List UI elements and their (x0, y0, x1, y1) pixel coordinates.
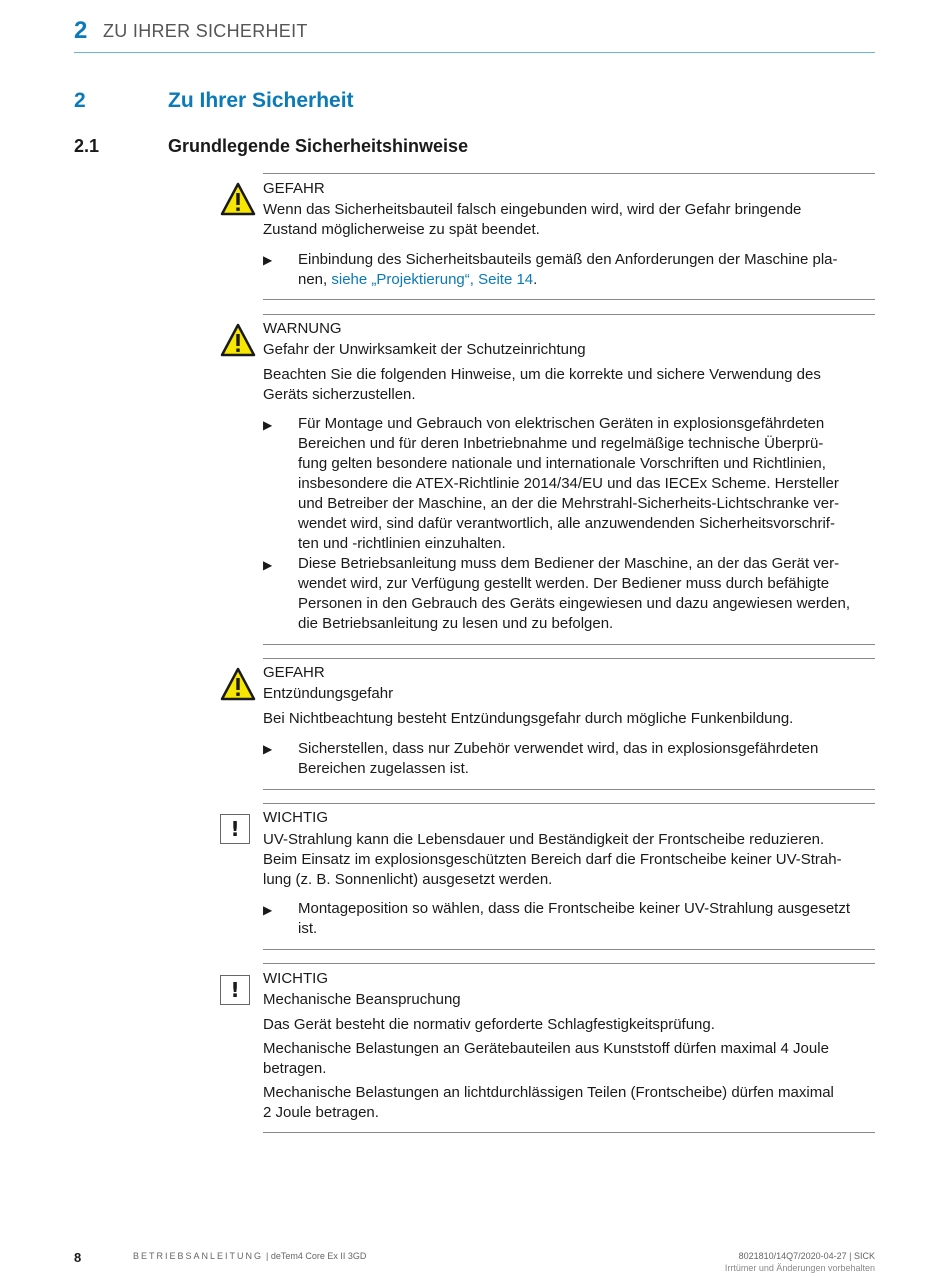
notice-subtitle: Entzündungsgefahr (263, 685, 394, 702)
warning-triangle-icon (220, 667, 256, 701)
notice-text: Zustand möglicherweise zu spät beendet. (263, 221, 540, 238)
bullet-text: nen, (298, 271, 332, 288)
notice-text: Bei Nichtbeachtung besteht Entzündungsgefahr durch mögliche Funkenbildung. (263, 710, 794, 727)
bullet-text: . (533, 271, 538, 288)
bullet-text-line (298, 270, 875, 290)
bullet-text: Sicherstellen, dass nur Zubehör verwendet wird, das in explosionsgefährdeten (298, 740, 819, 757)
bullet-text: wendet wird, zur Verfügung gestellt werden. Der Bediener muss durch befähigte (298, 575, 830, 592)
notice-bottom-rule (263, 644, 875, 645)
notice-label: GEFAHR (263, 180, 325, 197)
important-exclamation-icon: ! (220, 975, 250, 1005)
bullet-text: wendet wird, sind dafür verantwortlich, alle anzuwendenden Sicherheitsvorschrif- (298, 515, 835, 532)
notice-bottom-rule (263, 299, 875, 300)
notice-label: WICHTIG (263, 970, 328, 987)
notice-top-rule (263, 173, 875, 174)
notice-bottom-rule (263, 789, 875, 790)
warning-triangle-icon (220, 182, 256, 216)
chapter-number: 2 (74, 89, 86, 112)
bullet-text: Einbindung des Sicherheitsbauteils gemäß den Anforderungen der Maschine pla- (298, 251, 838, 268)
bullet-text: und Betreiber der Maschine, an der die Mehrstrahl-Sicherheits-Lichtschranke ver- (298, 495, 840, 512)
notice-top-rule (263, 963, 875, 964)
footer-disclaimer: Irrtümer und Änderungen vorbehalten (724, 1263, 875, 1273)
bullet-arrow-icon: ▶ (263, 418, 273, 432)
notice-subtitle: Gefahr der Unwirksamkeit der Schutzeinrichtung (263, 341, 586, 358)
notice-top-rule (263, 803, 875, 804)
notice-text: betragen. (263, 1060, 327, 1077)
running-header-number: 2 (74, 17, 88, 44)
notice-text: Das Gerät besteht die normativ geforderte Schlagfestigkeitsprüfung. (263, 1016, 715, 1033)
notice-bottom-rule (263, 1132, 875, 1133)
important-exclamation-icon: ! (220, 814, 250, 844)
warning-triangle-icon (220, 323, 256, 357)
cross-reference-link[interactable]: siehe „Projektierung“, Seite 14 (331, 271, 534, 288)
notice-text: Beim Einsatz im explosionsgeschützten Bereich darf die Frontscheibe keiner UV-Strah- (263, 851, 842, 868)
notice-text: Wenn das Sicherheitsbauteil falsch eingebunden wird, wird der Gefahr bringende (263, 201, 802, 218)
bullet-text: Diese Betriebsanleitung muss dem Bediener der Maschine, an der das Gerät ver- (298, 555, 840, 572)
notice-label: GEFAHR (263, 664, 325, 681)
running-header-title: ZU IHRER SICHERHEIT (103, 21, 308, 41)
notice-text: lung (z. B. Sonnenlicht) ausgesetzt werden. (263, 871, 553, 888)
footer-doc-code: 8021810/14Q7/2020-04-27 | SICK (738, 1251, 875, 1261)
notice-label: WICHTIG (263, 809, 328, 826)
notice-label: WARNUNG (263, 320, 342, 337)
footer-product: | deTem4 Core Ex II 3GD (266, 1251, 367, 1261)
notice-top-rule (263, 658, 875, 659)
bullet-text: Bereichen und für deren Inbetriebnahme und regelmäßige technische Überprü- (298, 435, 824, 452)
bullet-text: ten und -richtlinien einzuhalten. (298, 535, 506, 552)
bullet-arrow-icon: ▶ (263, 558, 273, 572)
bullet-arrow-icon: ▶ (263, 903, 273, 917)
bullet-text: Montageposition so wählen, dass die Frontscheibe keiner UV-Strahlung ausgesetzt (298, 900, 850, 917)
bullet-text: fung gelten besondere nationale und internationale Vorschriften und Richtlinien, (298, 455, 826, 472)
bullet-text: insbesondere die ATEX-Richtlinie 2014/34/EU und das IECEx Scheme. Hersteller (298, 475, 839, 492)
bullet-arrow-icon: ▶ (263, 742, 273, 756)
page-number: 8 (74, 1250, 82, 1265)
notice-text: UV-Strahlung kann die Lebensdauer und Beständigkeit der Frontscheibe reduzieren. (263, 831, 825, 848)
chapter-title: Zu Ihrer Sicherheit (168, 89, 354, 112)
bullet-text: ist. (298, 920, 318, 937)
notice-top-rule (263, 314, 875, 315)
footer-doc-type: BETRIEBSANLEITUNG (133, 1251, 264, 1261)
notice-text: Mechanische Belastungen an lichtdurchlässigen Teilen (Frontscheibe) dürfen maximal (263, 1084, 834, 1101)
notice-text: Geräts sicherzustellen. (263, 386, 416, 403)
notice-text: 2 Joule betragen. (263, 1104, 379, 1121)
section-title: Grundlegende Sicherheitshinweise (168, 136, 469, 156)
notice-text: Beachten Sie die folgenden Hinweise, um die korrekte und sichere Verwendung des (263, 366, 821, 383)
header-divider (74, 52, 875, 53)
notice-subtitle: Mechanische Beanspruchung (263, 991, 461, 1008)
notice-bottom-rule (263, 949, 875, 950)
bullet-text: Personen in den Gebrauch des Geräts eingewiesen und dazu angewiesen werden, (298, 595, 851, 612)
bullet-text: die Betriebsanleitung zu lesen und zu befolgen. (298, 615, 614, 632)
notice-text: Mechanische Belastungen an Gerätebauteilen aus Kunststoff dürfen maximal 4 Joule (263, 1040, 829, 1057)
bullet-text: Für Montage und Gebrauch von elektrischen Geräten in explosionsgefährdeten (298, 415, 825, 432)
section-number: 2.1 (74, 136, 100, 156)
bullet-text: Bereichen zugelassen ist. (298, 760, 469, 777)
bullet-arrow-icon: ▶ (263, 253, 273, 267)
